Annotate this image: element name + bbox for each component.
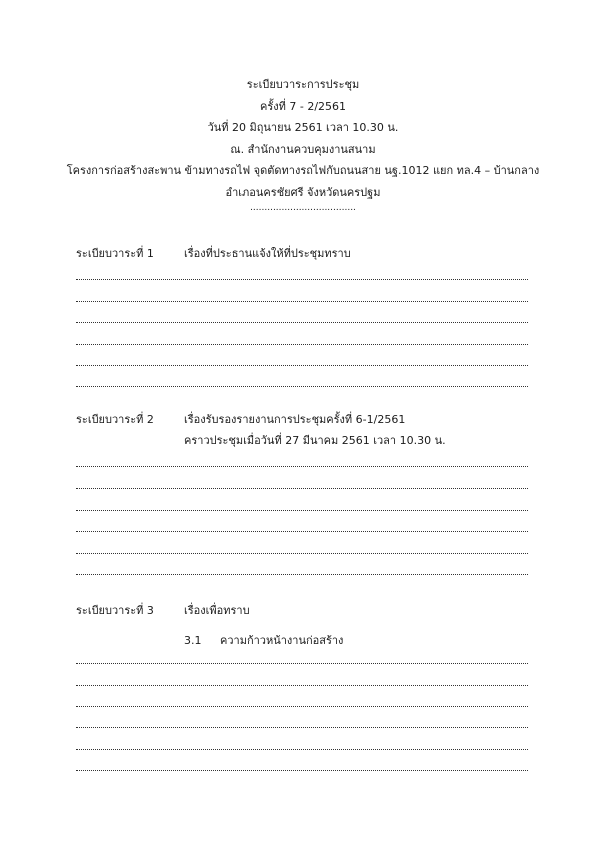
agenda-title-line: เรื่องเพื่อทราบ	[184, 604, 250, 617]
project-location: อำเภอนครชัยศรี จังหวัดนครปฐม	[225, 185, 381, 199]
blank-line	[76, 766, 528, 771]
meeting-number: ครั้งที่ 7 - 2/2561	[259, 99, 347, 113]
agenda-title	[184, 409, 446, 451]
blank-line	[76, 745, 528, 750]
document-header	[0, 74, 606, 215]
meeting-venue: ณ. สำนักงานควบคุมงานสนาม	[230, 142, 376, 156]
agenda-title-line: เรื่องที่ประธานแจ้งให้ที่ประชุมทราบ	[184, 247, 351, 260]
blank-line	[76, 382, 528, 387]
blank-line	[76, 506, 528, 511]
agenda-title-line: คราวประชุมเมื่อวันที่ 27 มีนาคม 2561 เวลา 10.30 น.	[184, 434, 446, 447]
meeting-datetime: วันที่ 20 มิถุนายน 2561 เวลา 10.30 น.	[207, 121, 399, 134]
document-title: ระเบียบวาระการประชุม	[246, 78, 360, 91]
blank-line	[76, 484, 528, 489]
agenda-title-line: เรื่องรับรองรายงานการประชุมครั้งที่ 6-1/2561	[184, 413, 406, 426]
blank-line	[76, 570, 528, 575]
blank-line	[76, 527, 528, 532]
blank-line	[76, 297, 528, 302]
blank-line	[76, 681, 528, 686]
blank-line	[76, 361, 528, 366]
blank-line	[76, 659, 528, 664]
blank-line	[76, 549, 528, 554]
agenda-label: ระเบียบวาระที่ 1	[76, 247, 154, 260]
blank-line	[76, 275, 528, 280]
blank-line	[76, 723, 528, 728]
agenda-label: ระเบียบวาระที่ 3	[76, 604, 154, 617]
sub-item-text: ความก้าวหน้างานก่อสร้าง	[220, 634, 344, 647]
agenda-label: ระเบียบวาระที่ 2	[76, 413, 154, 426]
blank-line	[76, 318, 528, 323]
project-name: โครงการก่อสร้างสะพาน ข้ามทางรถไฟ จุดตัดทางรถไฟกับถนนสาย นฐ.1012 แยก ทล.4 – บ้านกลาง	[66, 164, 540, 177]
header-separator: .....................................	[250, 203, 356, 213]
agenda-title	[184, 243, 351, 264]
blank-line	[76, 340, 528, 345]
blank-line	[76, 702, 528, 707]
sub-item-number: 3.1	[184, 634, 202, 647]
blank-line	[76, 462, 528, 467]
agenda-title	[184, 600, 250, 621]
